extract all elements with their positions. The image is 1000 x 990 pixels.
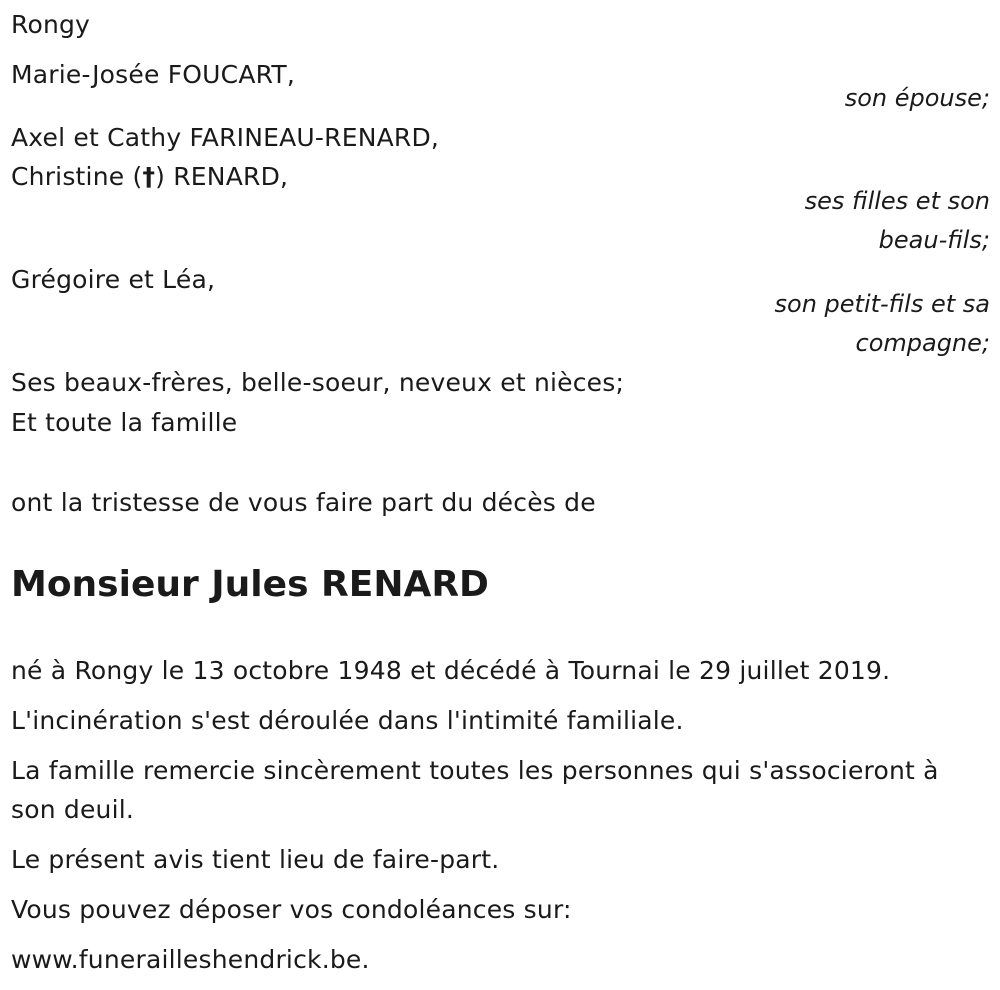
spouse-name: Marie-Josée FOUCART, [11, 60, 295, 89]
grandson-relation-line-1: son petit-fils et sa [774, 290, 990, 318]
extended-family-line-1: Ses beaux-frères, belle-soeur, neveux et nièces; [11, 368, 625, 397]
grandson-relation-line-2: compagne; [855, 329, 990, 357]
cremation-line: L'incinération s'est déroulée dans l'intimité familiale. [11, 706, 684, 735]
website-link[interactable]: www.funerailleshendrick.be. [11, 945, 370, 974]
announcement-intro: ont la tristesse de vous faire part du décès de [11, 488, 596, 517]
condolences-line: Vous pouvez déposer vos condoléances sur: [11, 895, 572, 924]
daughter-2-name [11, 161, 288, 193]
daughters-relation-line-1: ses filles et son [804, 187, 990, 215]
grandson-name: Grégoire et Léa, [11, 265, 216, 294]
daughter-2-suffix: ) RENARD, [155, 162, 289, 191]
daughter-2-prefix: Christine ( [11, 162, 143, 191]
daughters-relation-line-2: beau-fils; [878, 226, 990, 254]
cross-icon: † [142, 162, 156, 191]
city-heading: Rongy [11, 10, 91, 39]
daughter-1-name: Axel et Cathy FARINEAU-RENARD, [11, 123, 440, 152]
birth-death-line: né à Rongy le 13 octobre 1948 et décédé à Tournai le 29 juillet 2019. [11, 656, 891, 685]
thanks-line-2: son deuil. [11, 795, 135, 824]
deceased-name: Monsieur Jules RENARD [11, 564, 489, 605]
notice-line: Le présent avis tient lieu de faire-part. [11, 845, 500, 874]
extended-family-line-2: Et toute la famille [11, 408, 238, 437]
spouse-relation: son épouse; [844, 84, 990, 112]
thanks-line-1: La famille remercie sincèrement toutes les personnes qui s'associeront à [11, 756, 939, 785]
